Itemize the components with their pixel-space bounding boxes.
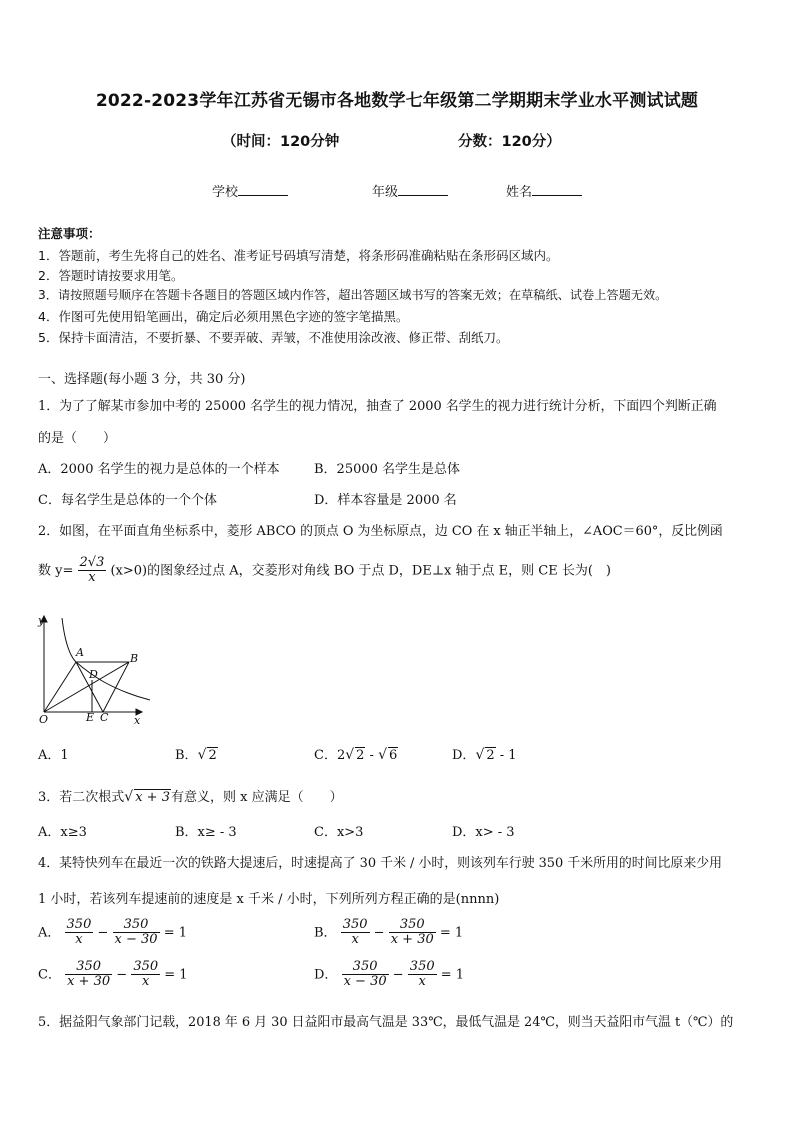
- q2-c-label: C．2: [314, 748, 346, 763]
- school-label: 学校: [212, 185, 239, 200]
- q4-b-label: B．: [314, 925, 337, 941]
- q3-suffix: 有意义，则 x 应满足（ ）: [170, 790, 343, 805]
- q3-option-c[interactable]: C．x>3: [314, 825, 364, 840]
- q2-b-radicand: 2: [208, 748, 217, 763]
- q1-option-a[interactable]: A．2000 名学生的视力是总体的一个样本: [38, 462, 280, 477]
- q2-c-radicand1: 2: [356, 748, 365, 763]
- q3-radicand: x + 3: [135, 790, 170, 805]
- sqrt-icon: √: [124, 789, 134, 805]
- numerator: 350: [389, 918, 436, 933]
- q2-option-b[interactable]: [175, 744, 218, 763]
- exam-score: 分数：120分）: [458, 134, 561, 150]
- q4-d-label: D．: [314, 967, 338, 983]
- equals-one: = 1: [163, 925, 188, 941]
- q2-func-prefix: 数 y=: [38, 563, 74, 579]
- equals-one: = 1: [440, 967, 465, 983]
- q2-d-label: D．: [452, 748, 476, 763]
- q2-option-d[interactable]: [452, 744, 517, 763]
- equals-one: = 1: [164, 967, 188, 983]
- q4-c-label: C．: [38, 967, 61, 983]
- numerator: 350: [113, 918, 160, 933]
- sqrt-icon: √: [345, 747, 355, 763]
- label-B: B: [130, 652, 139, 665]
- page-title: 2022-2023学年江苏省无锡市各地数学七年级第二学期期末学业水平测试试题: [95, 91, 699, 111]
- label-O: O: [39, 713, 49, 726]
- name-blank[interactable]: [532, 183, 582, 196]
- sqrt-icon: √: [197, 747, 207, 763]
- q3-option-b[interactable]: B．x≥ - 3: [175, 825, 237, 840]
- sqrt-icon: √: [475, 747, 485, 763]
- q2-option-c[interactable]: [314, 744, 398, 763]
- fraction: [113, 918, 160, 948]
- q4-option-b[interactable]: [314, 918, 463, 948]
- grade-field[interactable]: [372, 181, 448, 200]
- fraction: [342, 960, 389, 990]
- fraction: [65, 960, 112, 990]
- sqrt-icon: √: [378, 747, 388, 763]
- question-4-text-cont: 1 小时，若该列车提速前的速度是 x 千米 / 小时，下列所列方程正确的是(nnnn): [38, 892, 500, 907]
- denominator: x − 30: [343, 974, 387, 990]
- numerator: 350: [409, 959, 435, 974]
- section-heading: 一、选择题(每小题 3 分，共 30 分): [38, 372, 246, 387]
- label-x: x: [134, 714, 141, 726]
- q2-frac-den: x: [88, 570, 96, 586]
- question-5-text: 5．据益阳气象部门记载，2018 年 6 月 30 日益阳市最高气温是 33℃，最低气温是 24℃，则当天益阳市气温 t（℃）的: [38, 1015, 734, 1030]
- q2-option-a[interactable]: A．1: [38, 748, 69, 763]
- q4-option-d[interactable]: [314, 960, 464, 990]
- label-y: y: [38, 614, 45, 627]
- question-1-text-cont: 的是（ ）: [38, 431, 117, 446]
- q3-option-a[interactable]: A．x≥3: [38, 825, 87, 840]
- fraction: [131, 960, 160, 990]
- question-1-text: 1．为了了解某市参加中考的 25000 名学生的视力情况，抽查了 2000 名学生的视力进行统计分析，下面四个判断正确: [38, 399, 717, 414]
- q4-option-a[interactable]: [38, 918, 187, 948]
- minus-sign: −: [392, 967, 404, 983]
- notice-item: 2．答题时请按要求用笔。: [38, 268, 184, 283]
- q2-func-suffix: (x>0)的图象经过点 A，交菱形对角线 BO 于点 D，DE⊥x 轴于点 E，则 CE 长为( ): [110, 563, 611, 579]
- label-D: D: [89, 668, 98, 681]
- denominator: x: [351, 932, 359, 948]
- q4-a-label: A．: [38, 925, 61, 941]
- numerator: 350: [342, 960, 389, 975]
- school-blank[interactable]: [238, 183, 288, 196]
- label-E: E: [86, 711, 95, 724]
- denominator: x + 30: [67, 974, 111, 990]
- q2-rhombus-figure: [36, 612, 156, 726]
- q4-option-c[interactable]: [38, 960, 188, 990]
- numerator: 350: [133, 959, 159, 974]
- fraction: [408, 960, 437, 990]
- label-A: A: [76, 646, 84, 659]
- q2-b-label: B．: [175, 748, 198, 763]
- question-4-text: 4．某特快列车在最近一次的铁路大提速后，时速提高了 30 千米 / 小时，则该列车行驶 350 千米所用的时间比原来少用: [38, 856, 722, 871]
- minus-sign: −: [373, 925, 385, 941]
- fraction: [389, 918, 436, 948]
- numerator: 350: [342, 917, 368, 932]
- notice-heading: 注意事项：: [38, 226, 101, 241]
- equals-one: = 1: [439, 925, 464, 941]
- numerator: 350: [65, 960, 112, 975]
- label-C: C: [100, 711, 109, 724]
- denominator: x: [142, 974, 150, 990]
- denominator: x: [418, 974, 426, 990]
- denominator: x: [75, 932, 83, 948]
- question-2-text: 2．如图，在平面直角坐标系中，菱形 ABCO 的顶点 O 为坐标原点，边 CO 在 x 轴正半轴上，∠AOC＝60°，反比例函: [38, 524, 723, 539]
- fraction: [65, 918, 94, 948]
- q2-d-suffix: - 1: [495, 748, 517, 763]
- name-field[interactable]: [506, 181, 582, 200]
- notice-item: 1．答题前，考生先将自己的姓名、准考证号码填写清楚，将条形码准确粘贴在条形码区域内。: [38, 248, 559, 263]
- q2-frac-num: 2√3: [79, 555, 105, 570]
- fraction: [341, 918, 370, 948]
- question-3-text: [38, 786, 343, 805]
- notice-item: 5．保持卡面清洁，不要折暴、不要弄破、弄皱，不准使用涂改液、修正带、刮纸刀。: [38, 330, 509, 345]
- q3-prefix: 3．若二次根式: [38, 790, 125, 805]
- q1-option-d[interactable]: D．样本容量是 2000 名: [314, 493, 457, 508]
- q2-c-minus: -: [365, 748, 379, 763]
- name-label: 姓名: [506, 185, 533, 200]
- q2-function-fraction: [78, 556, 107, 586]
- q1-option-b[interactable]: B．25000 名学生是总体: [314, 462, 461, 477]
- q1-option-c[interactable]: C．每名学生是总体的一个个体: [38, 493, 217, 508]
- minus-sign: −: [97, 925, 109, 941]
- q3-option-d[interactable]: D．x> - 3: [452, 825, 515, 840]
- school-field[interactable]: [212, 181, 288, 200]
- denominator: x − 30: [114, 932, 158, 948]
- denominator: x + 30: [390, 932, 434, 948]
- notice-item: 3．请按照题号顺序在答题卡各题目的答题区域内作答，超出答题区域书写的答案无效；在草稿纸、试卷上答题无效。: [38, 288, 668, 302]
- grade-blank[interactable]: [398, 183, 448, 196]
- minus-sign: −: [116, 967, 128, 983]
- numerator: 350: [66, 917, 92, 932]
- q2-c-radicand2: 6: [389, 748, 398, 763]
- question-2-text-cont: [38, 556, 611, 586]
- exam-time: （时间：120分钟: [222, 134, 340, 150]
- q2-d-radicand: 2: [486, 748, 495, 763]
- notice-item: 4．作图可先使用铅笔画出，确定后必须用黑色字迹的签字笔描黑。: [38, 309, 409, 324]
- side-OA: [44, 662, 76, 712]
- grade-label: 年级: [372, 185, 399, 200]
